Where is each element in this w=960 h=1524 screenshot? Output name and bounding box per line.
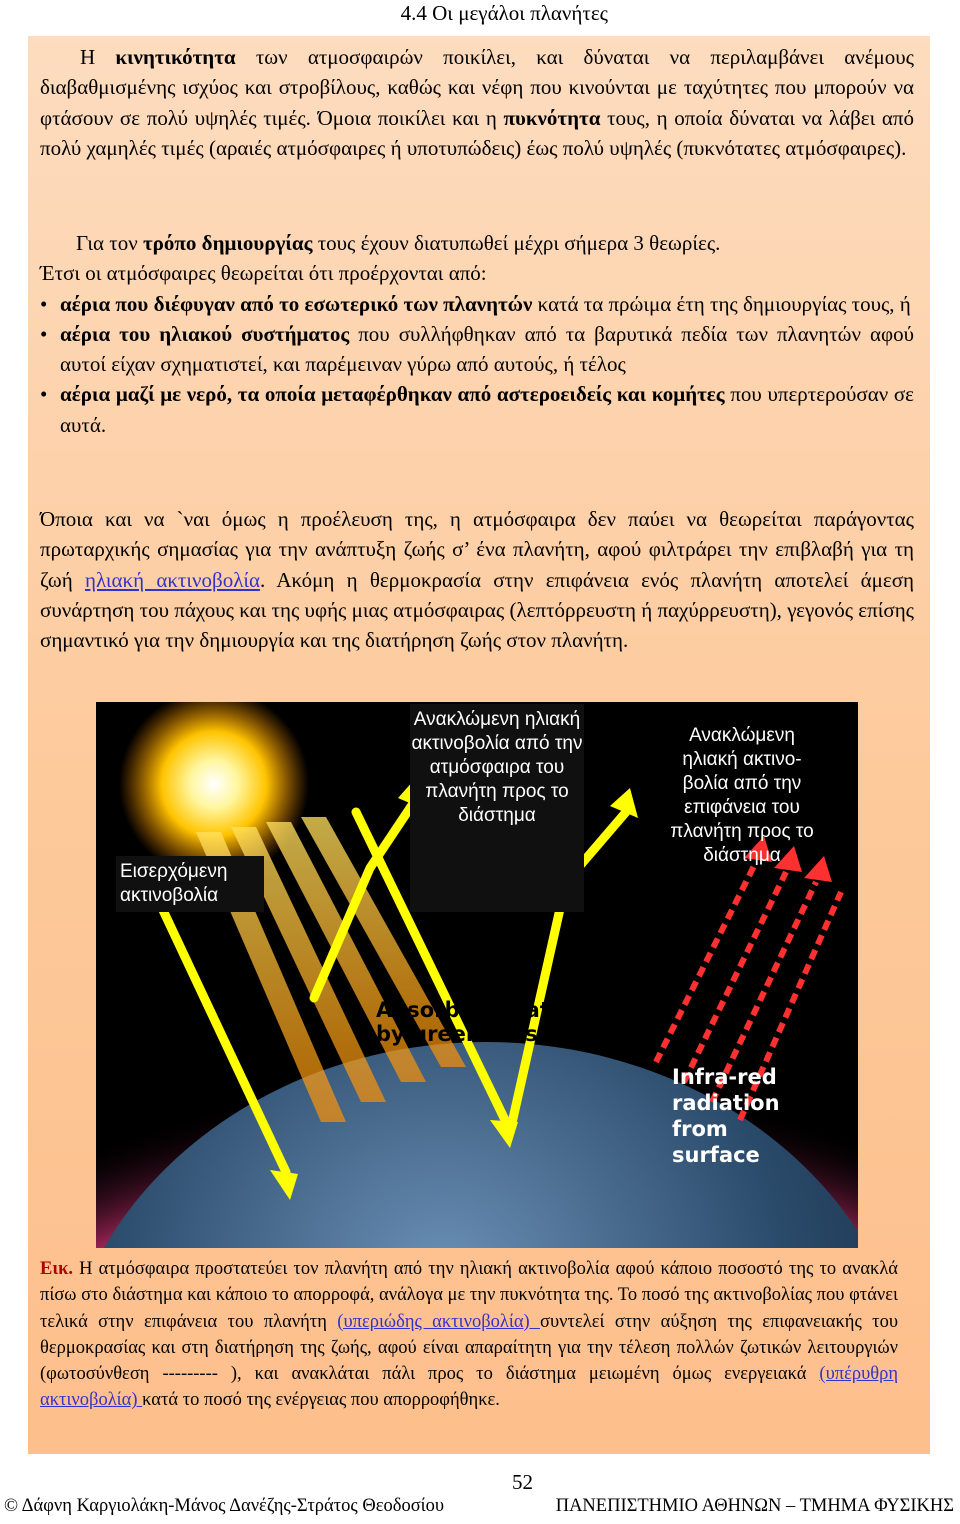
list-item: • αέρια του ηλιακού συστήματος που συλλήφθηκαν από τα βαρυτικά πεδία των πλανητών αφού αυτοί είχαν σχηματιστεί, και παρέμειναν γύρω από αυτούς, ή τέλος	[40, 319, 914, 380]
term-density: πυκνότητα	[503, 105, 601, 130]
footer-institution: ΠΑΝΕΠΙΣΤΗΜΙΟ ΑΘΗΝΩΝ – ΤΜΗΜΑ ΦΥΣΙΚΗΣ	[555, 1496, 954, 1516]
link-ir-radiation[interactable]: (υπέρυθρη ακτινοβολία)	[40, 1364, 898, 1411]
term-mobility: κινητικότητα	[115, 45, 236, 69]
label-incoming-radiation: Εισερχόμενη ακτινοβολία	[116, 856, 264, 912]
origin-intro: Έτσι οι ατμόσφαιρες θεωρείται ότι προέρχονται από:	[40, 261, 487, 286]
label-surface-reflection: Ανακλώμενη ηλιακή ακτινο-βολία από την επιφάνεια του πλανήτη προς το διάστημα	[670, 725, 814, 866]
absorbed-caption: Absorbed in atmosphere by greenhouse gases	[376, 998, 668, 1046]
running-header: 4.4 Οι μεγάλοι πλανήτες	[400, 1, 608, 25]
infrared-caption: Infra-red radiation from surface	[672, 1065, 780, 1167]
paragraph-atmosphere-properties: Η κινητικότητα των ατμοσφαιρών ποικίλει, και δύναται να περιλαμβάνει ανέμους διαβαθμισμένης ισχύος και στροβίλους, καθώς και νέφη που κινούνται με ταχύτητες που μπορούν να φτάσουν σε πολύ υψηλές τιμές. Όμοια ποικίλει και η πυκνότητα τους, η οποία δύναται να λάβει από πολύ χαμηλές τιμές (αραιές ατμόσφαιρες ή υποτυπώδεις) έως πολύ υψηλές (πυκνότατες ατμόσφαιρες).	[40, 45, 914, 160]
figure-caption: Εικ. Η ατμόσφαιρα προστατεύει τον πλανήτη από την ηλιακή ακτινοβολία αφού κάποιο ποσοστό της το ανακλά πίσω στο διάστημα και κάποιο το απορροφά, ανάλογα με την πυκνότητα της. Το ποσό της ακτινοβολίας που φτάνει τελικά στην επιφάνεια του πλανήτη (υπεριώδης ακτινοβολία) συντελεί στην αύξηση της επιφανειακής του θερμοκρασίας και στη διατήρηση της ζωής, αφού είναι απαραίτητη για την τέλεση πολλών ζωτικών λειτουργιών (φωτοσύνθεση --------- ), και ανακλάται πάλι προς το διάστημα μειωμένη όμως ενεργειακά (υπέρυθρη ακτινοβολία) κατά το ποσό της ενέργειας που απορροφήθηκε.	[40, 1259, 898, 1411]
link-uv-radiation[interactable]: (υπεριώδης ακτινοβολία)	[337, 1311, 541, 1332]
page-number: 52	[512, 1470, 533, 1494]
term-creation-mode: τρόπο δημιουργίας	[143, 231, 313, 255]
label-atmosphere-reflection: Ανακλώμενη ηλιακή ακτινοβολία από την ατμόσφαιρα του πλανήτη προς το διάστημα	[410, 704, 584, 912]
paragraph-origin-theories: Για τον τρόπο δημιουργίας τους έχουν διατυπωθεί μέχρι σήμερα 3 θεωρίες. Έτσι οι ατμόσφαιρες θεωρείται ότι προέρχονται από: • αέρια που διέφυγαν από το εσωτερικό των πλανητών κατά τα πρώιμα έτη της δημιουργίας τους, ή • αέρια του ηλιακού συστήματος που συλλήφθηκαν από τα βαρυτικά πεδία των πλανητών αφού αυτοί είχαν σχηματιστεί, και παρέμειναν γύρω από αυτούς, ή τέλος • αέρια μαζί με νερό, τα οποία μεταφέρθηκαν από αστεροειδείς και κομήτες που υπερτερούσαν σε αυτά.	[40, 228, 914, 440]
list-item: • αέρια που διέφυγαν από το εσωτερικό των πλανητών κατά τα πρώιμα έτη της δημιουργίας τους, ή	[40, 289, 914, 319]
paragraph-atmosphere-importance: Όποια και να `ναι όμως η προέλευση της, η ατμόσφαιρα δεν παύει να θεωρείται παράγοντας πρωταρχικής σημασίας για την ανάπτυξη ζωής σ’ ένα πλανήτη, αφού φιλτράρει την επιβλαβή για τη ζωή ηλιακή ακτινοβολία. Ακόμη η θερμοκρασία στην επιφάνεια ενός πλανήτη αποτελεί άμεση συνάρτηση του πάχους και της υφής μιας ατμόσφαιρας (λεπτόρρευστη ή παχύρρευστη), γεγονός επίσης σημαντικό για την δημιουργία και της διατήρηση ζωής στον πλανήτη.	[40, 507, 914, 653]
greenhouse-figure	[96, 702, 858, 1248]
link-solar-radiation[interactable]: ηλιακή ακτινοβολία	[84, 567, 261, 592]
footer-authors: © Δάφνη Καργιολάκη-Μάνος Δανέζης-Στράτος Θεοδοσίου	[4, 1496, 445, 1516]
list-item: • αέρια μαζί με νερό, τα οποία μεταφέρθηκαν από αστεροειδείς και κομήτες που υπερτερούσαν σε αυτά.	[40, 379, 914, 440]
